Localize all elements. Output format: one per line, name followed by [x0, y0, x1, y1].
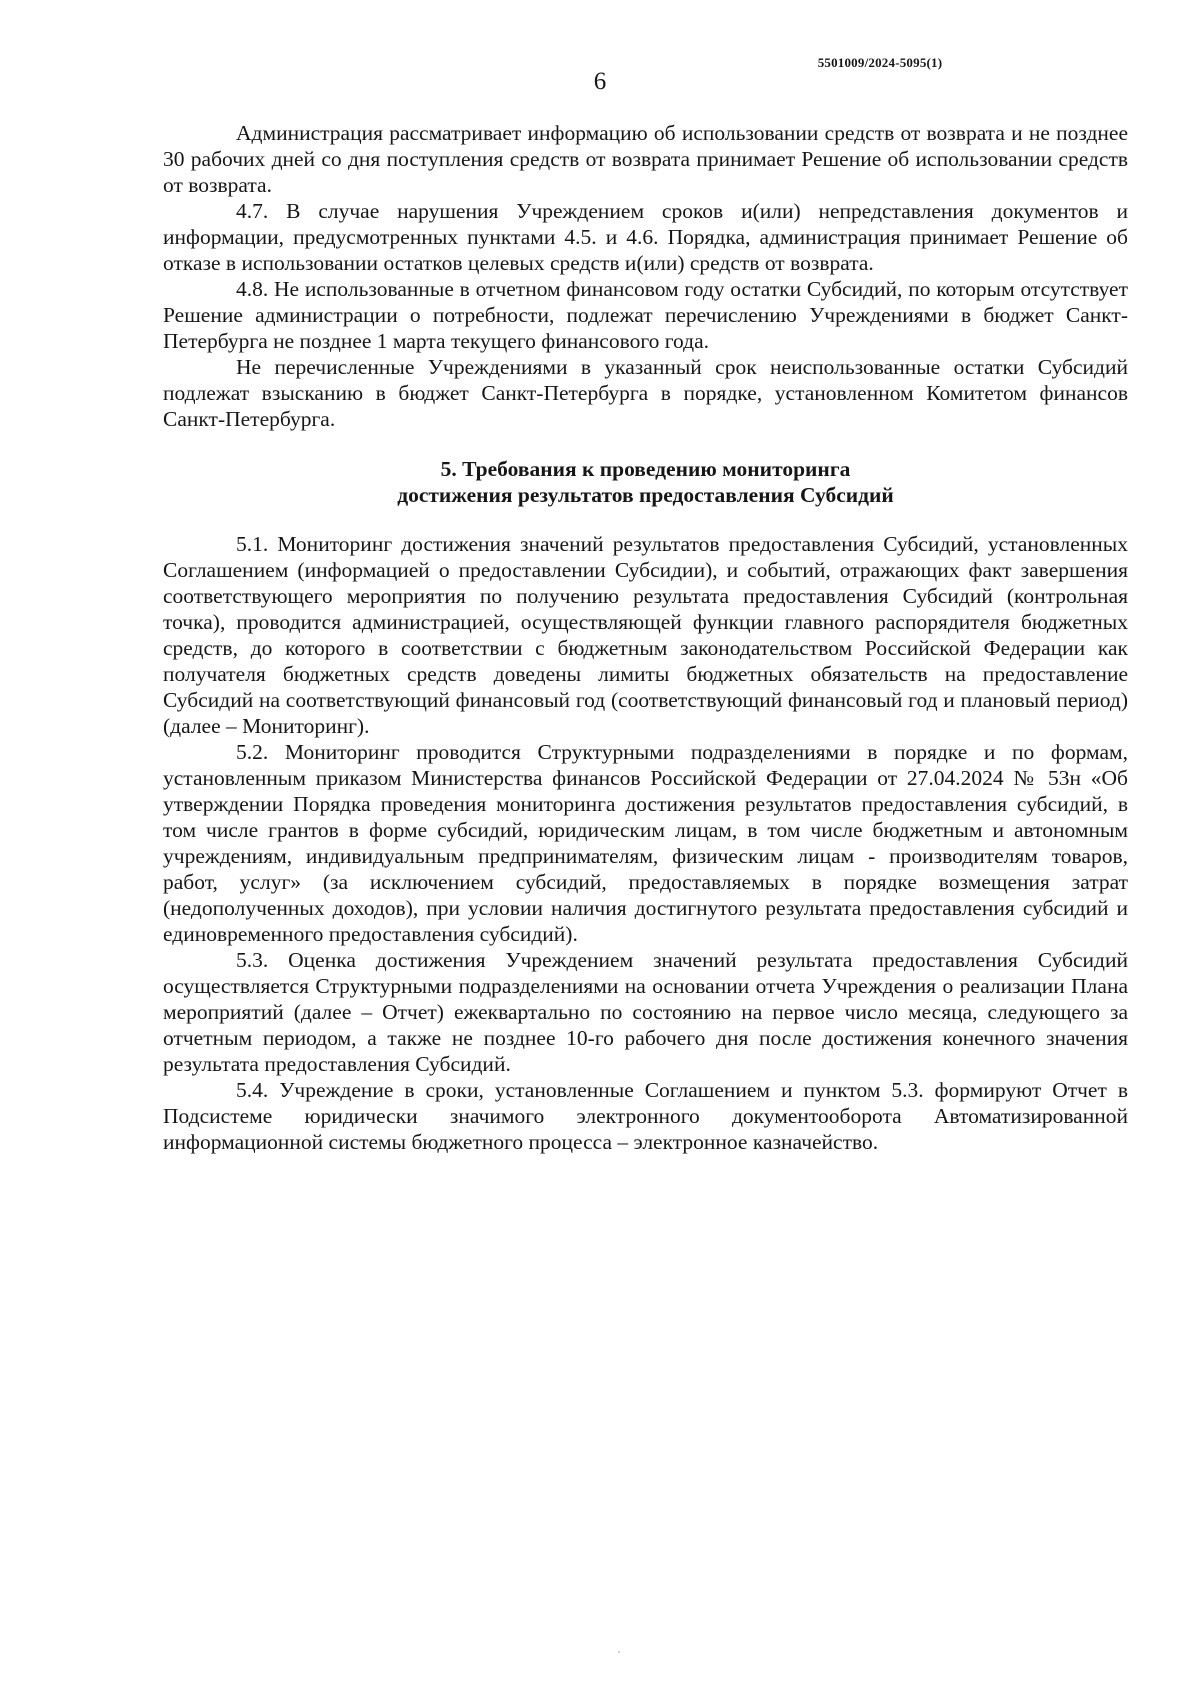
paragraph: Не перечисленные Учреждениями в указанный срок неиспользованные остатки Субсидий подлежат взысканию в бюджет Санкт-Петербурга в порядке, установленном Комитетом финансов Санкт-Петербурга. — [163, 355, 1128, 431]
document-id: 5501009/2024-5095(1) — [817, 55, 943, 70]
section-heading-line-1: 5. Требования к проведению мониторинга — [440, 457, 851, 481]
paragraph-4-7: 4.7. В случае нарушения Учреждением сроков и(или) непредставления документов и информации, предусмотренных пунктами 4.5. и 4.6. Порядка, администрация принимает Решение об отказе в использовании остатков целевых средств и(или) средств от возврата. — [163, 199, 1128, 275]
paragraph-5-1: 5.1. Мониторинг достижения значений результатов предоставления Субсидий, установленных Соглашением (информацией о предоставлении Субсидии), и событий, отражающих факт завершения соответствующего мероприятия по получению результата предоставления Субсидий (контрольная точка), проводится администрацией, осуществляющей функции главного распорядителя бюджетных средств, до которого в соответствии с бюджетным законодательством Российской Федерации как получателя бюджетных средств доведены лимиты бюджетных обязательств на предоставление Субсидий на соответствующий финансовый год (соответствующий финансовый год и плановый период) (далее – Мониторинг). — [163, 532, 1128, 738]
paragraph: Администрация рассматривает информацию об использовании средств от возврата и не позднее 30 рабочих дней со дня поступления средств от возврата принимает Решение об использовании средств от возврата. — [163, 121, 1128, 197]
paragraph-5-4: 5.4. Учреждение в сроки, установленные Соглашением и пунктом 5.3. формируют Отчет в Подсистеме юридически значимого электронного документооборота Автоматизированной информационной системы бюджетного процесса – электронное казначейство. — [163, 1078, 1128, 1154]
paragraph-5-2: 5.2. Мониторинг проводится Структурными подразделениями в порядке и по формам, установленным приказом Министерства финансов Российской Федерации от 27.04.2024 № 53н «Об утверждении Порядка проведения мониторинга достижения результатов предоставления субсидий, в том числе грантов в форме субсидий, юридическим лицам, в том числе бюджетным и автономным учреждениям, индивидуальным предпринимателям, физическим лицам - производителям товаров, работ, услуг» (за исключением субсидий, предоставляемых в порядке возмещения затрат (недополученных доходов), при условии наличия достигнутого результата предоставления субсидий и единовременного предоставления субсидий). — [163, 740, 1128, 946]
page-number: 6 — [593, 68, 607, 95]
section-heading — [163, 456, 1128, 508]
paragraph-4-8: 4.8. Не использованные в отчетном финансовом году остатки Субсидий, по которым отсутствует Решение администрации о потребности, подлежат перечислению Учреждениями в бюджет Санкт-Петербурга не позднее 1 марта текущего финансового года. — [163, 277, 1128, 353]
document-body — [163, 120, 1128, 1155]
scan-artifact — [618, 1651, 620, 1653]
section-heading-line-2: достижения результатов предоставления Субсидий — [397, 483, 894, 507]
paragraph-5-3: 5.3. Оценка достижения Учреждением значений результата предоставления Субсидий осуществляется Структурными подразделениями на основании отчета Учреждения о реализации Плана мероприятий (далее – Отчет) ежеквартально по состоянию на первое число месяца, следующего за отчетным периодом, а также не позднее 10-го рабочего дня после достижения конечного значения результата предоставления Субсидий. — [163, 948, 1128, 1076]
